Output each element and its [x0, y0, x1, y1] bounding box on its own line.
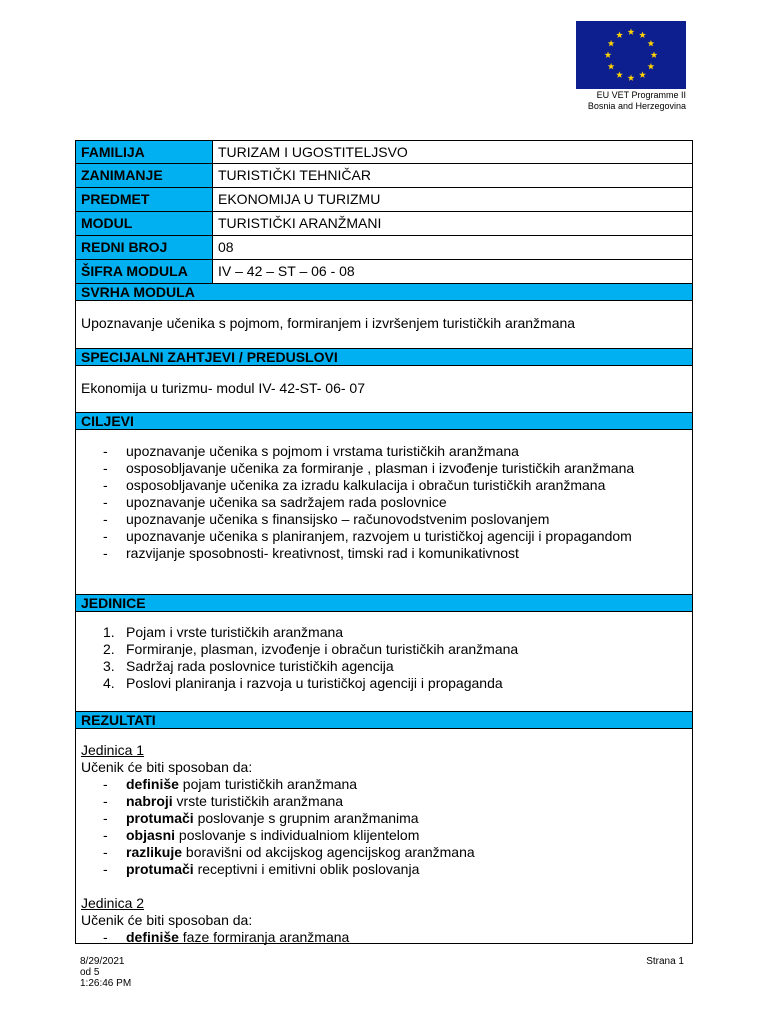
info-key: ZANIMANJE [76, 164, 213, 187]
eu-star-icon [639, 71, 646, 78]
spacer [81, 878, 692, 895]
section-heading-jedinice: JEDINICE [75, 595, 693, 612]
item-text: Poslovi planiranja i razvoja u turističkoj agenciji i propaganda [126, 675, 503, 691]
list-item: - upoznavanje učenika s finansijsko – računovodstvenim poslovanjem [81, 511, 692, 528]
footer-page-count: od 5 [80, 967, 100, 978]
section-body-rezultati [75, 729, 693, 944]
section-heading-rezultati: REZULTATI [75, 712, 693, 729]
item-text: Sadržaj rada poslovnice turističkih agencija [126, 658, 394, 674]
list-item: - osposobljavanje učenika za formiranje , plasman i izvođenje turističkih aranžmana [81, 460, 692, 477]
eu-star-icon [608, 40, 615, 47]
outcome-text: receptivni i emitivni oblik poslovanja [193, 861, 420, 877]
unit2-title: Jedinica 2 [81, 895, 145, 911]
list-item: - upoznavanje učenika s pojmom i vrstama turističkih aranžmana [81, 443, 692, 460]
item-number: 1. [103, 624, 115, 640]
eu-star-icon [605, 51, 612, 58]
eu-star-icon [647, 63, 654, 70]
info-key: REDNI BROJ [76, 236, 213, 259]
list-item [81, 844, 692, 861]
outcome-text: pojam turističkih aranžmana [178, 776, 358, 792]
info-value: TURISTIČKI ARANŽMANI [218, 215, 382, 231]
eu-star-icon [616, 31, 623, 38]
item-text: Formiranje, plasman, izvođenje i obračun turističkih aranžmana [126, 641, 519, 657]
unit2-intro: Učenik će biti sposoban da: [81, 912, 253, 928]
eu-flag-logo [576, 21, 686, 89]
list-item: - razvijanje sposobnosti- kreativnost, timski rad i komunikativnost [81, 545, 692, 562]
specijalni-text: Ekonomija u turizmu- modul IV- 42-ST- 06- 07 [81, 380, 366, 396]
list-item [81, 810, 692, 827]
outcome-text: poslovanje s grupnim aranžmanima [193, 810, 419, 826]
svrha-text: Upoznavanje učenika s pojmom, formiranjem i izvršenjem turističkih aranžmana [81, 315, 576, 331]
list-item [81, 793, 692, 810]
info-row [75, 188, 693, 212]
info-row [75, 260, 693, 284]
info-key: FAMILIJA [76, 141, 213, 163]
outcome-verb: nabroji [126, 793, 173, 809]
info-value: EKONOMIJA U TURIZMU [218, 191, 381, 207]
unit1-outcomes-list [81, 776, 692, 878]
outcome-verb: definiše [126, 776, 179, 792]
eu-star-icon [647, 40, 654, 47]
list-item: - osposobljavanje učenika za izradu kalkulacija i obračun turističkih aranžmana [81, 477, 692, 494]
info-row [75, 164, 693, 188]
footer-left [80, 956, 131, 989]
outcome-text: poslovanje s individualniom klijentelom [175, 827, 420, 843]
footer-date: 8/29/2021 [80, 956, 125, 967]
outcome-verb: protumači [126, 810, 194, 826]
info-row [75, 236, 693, 260]
info-value: TURIZAM I UGOSTITELJSVO [218, 144, 408, 160]
list-item [81, 624, 692, 641]
list-item [81, 827, 692, 844]
logo-caption-line2: Bosnia and Herzegovina [587, 101, 686, 111]
section-body-specijalni [75, 366, 693, 413]
list-item [81, 929, 692, 946]
jedinice-list [81, 624, 692, 692]
module-form-table [75, 140, 693, 944]
logo-caption [588, 90, 686, 112]
section-heading-ciljevi: CILJEVI [75, 413, 693, 430]
section-heading-svrha: SVRHA MODULA [75, 284, 693, 301]
outcome-text: boravišni od akcijskog agencijskog aranžmana [182, 844, 475, 860]
eu-star-icon [608, 63, 615, 70]
footer-page-number: Strana 1 [646, 956, 684, 967]
info-value: IV – 42 – ST – 06 - 08 [218, 263, 355, 279]
unit2-outcomes-list [81, 929, 692, 946]
section-body-svrha [75, 301, 693, 349]
list-item [81, 641, 692, 658]
section-heading-specijalni: SPECIJALNI ZAHTJEVI / PREDUSLOVI [75, 349, 693, 366]
outcome-verb: protumači [126, 861, 194, 877]
item-text: Pojam i vrste turističkih aranžmana [126, 624, 344, 640]
list-item [81, 658, 692, 675]
section-body-ciljevi [75, 430, 693, 595]
eu-star-icon [639, 31, 646, 38]
item-number: 3. [103, 658, 115, 674]
outcome-text: vrste turističkih aranžmana [172, 793, 344, 809]
info-row [75, 140, 693, 164]
outcome-verb: razlikuje [126, 844, 183, 860]
eu-star-icon [628, 28, 635, 35]
info-key: PREDMET [76, 188, 213, 211]
logo-caption-line1: EU VET Programme II [596, 90, 686, 100]
list-item: - upoznavanje učenika sa sadržajem rada poslovnice [81, 494, 692, 511]
info-value: 08 [218, 239, 234, 255]
ciljevi-list [81, 443, 692, 562]
outcome-verb: definiše [126, 929, 179, 945]
list-item: - upoznavanje učenika s planiranjem, razvojem u turističkoj agenciji i propagandom [81, 528, 692, 545]
info-key: ŠIFRA MODULA [76, 260, 213, 283]
item-number: 2. [103, 641, 115, 657]
list-item [81, 675, 692, 692]
info-row [75, 212, 693, 236]
footer-time: 1:26:46 PM [80, 978, 132, 989]
list-item [81, 861, 692, 878]
eu-star-icon [628, 74, 635, 81]
list-item [81, 776, 692, 793]
item-number: 4. [103, 675, 115, 691]
section-body-jedinice [75, 612, 693, 712]
unit1-intro: Učenik će biti sposoban da: [81, 759, 253, 775]
outcome-verb: objasni [126, 827, 176, 843]
info-key: MODUL [76, 212, 213, 235]
eu-star-icon [616, 71, 623, 78]
eu-stars-icon [576, 21, 686, 89]
eu-star-icon [651, 51, 658, 58]
unit1-title: Jedinica 1 [81, 742, 145, 758]
outcome-text: faze formiranja aranžmana [178, 929, 350, 945]
info-rows [75, 140, 693, 284]
info-value: TURISTIČKI TEHNIČAR [218, 167, 371, 183]
